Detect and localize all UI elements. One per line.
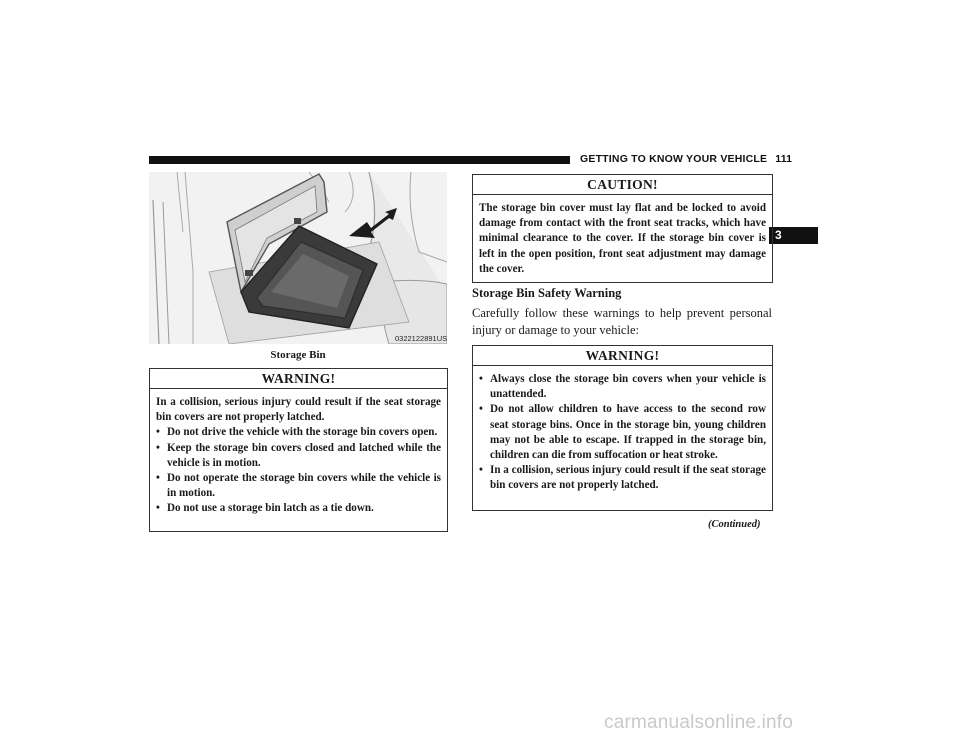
- section-heading: Storage Bin Safety Warning: [472, 286, 622, 300]
- bullet: •: [479, 464, 483, 477]
- page-number: 111: [775, 153, 793, 165]
- list-item: • Do not allow children to have access to the second row seat storage bins. Once in the storage bin, young children may not be able to escape. If trapped in the storage bin, children can die from suffocation or heat stroke.: [479, 403, 766, 462]
- figure-code: 0322122891US: [395, 334, 447, 343]
- caution-box: [472, 174, 773, 283]
- caution-title: CAUTION!: [473, 175, 772, 195]
- section-title: GETTING TO KNOW YOUR VEHICLE: [580, 153, 768, 165]
- warning-box-right: [472, 345, 773, 511]
- warning-box-left: [149, 368, 448, 532]
- bullet: •: [156, 472, 160, 485]
- bullet: •: [479, 403, 483, 416]
- bullet: •: [156, 441, 160, 454]
- list-item: • Do not operate the storage bin covers while the vehicle is in motion.: [156, 472, 441, 500]
- list-item: • Do not use a storage bin latch as a tie down.: [156, 501, 441, 516]
- storage-bin-illustration: [149, 172, 447, 344]
- watermark[interactable]: carmanualsonline.info: [604, 712, 794, 733]
- caution-text: The storage bin cover must lay flat and be locked to avoid damage from contact with the front seat tracks, which have minimal clearance to the cover. If the storage bin cover is left in the open position, front seat adjustment may damage the cover.: [479, 202, 766, 275]
- warning-title: WARNING!: [473, 346, 772, 366]
- bullet: •: [479, 373, 483, 385]
- list-item: • In a collision, serious injury could result if the seat storage bin covers are not properly latched.: [479, 464, 766, 492]
- header-rule: [149, 156, 570, 164]
- figure-caption: Storage Bin: [270, 349, 326, 361]
- chapter-tab: 3: [769, 227, 818, 244]
- list-item: • Always close the storage bin covers when your vehicle is unattended.: [479, 373, 766, 401]
- bullet: •: [156, 426, 160, 439]
- list-item: • Do not drive the vehicle with the storage bin covers open.: [156, 425, 441, 440]
- warning-intro: In a collision, serious injury could result if the seat storage bin covers are not properly latched.: [156, 396, 441, 424]
- warning-title: WARNING!: [150, 369, 447, 389]
- continued-label: (Continued): [708, 519, 761, 530]
- bullet: •: [156, 502, 160, 515]
- running-header: [580, 153, 792, 165]
- list-item: • Keep the storage bin covers closed and latched while the vehicle is in motion.: [156, 441, 441, 469]
- section-paragraph: Carefully follow these warnings to help prevent personal injury or damage to your vehicle:: [472, 306, 772, 337]
